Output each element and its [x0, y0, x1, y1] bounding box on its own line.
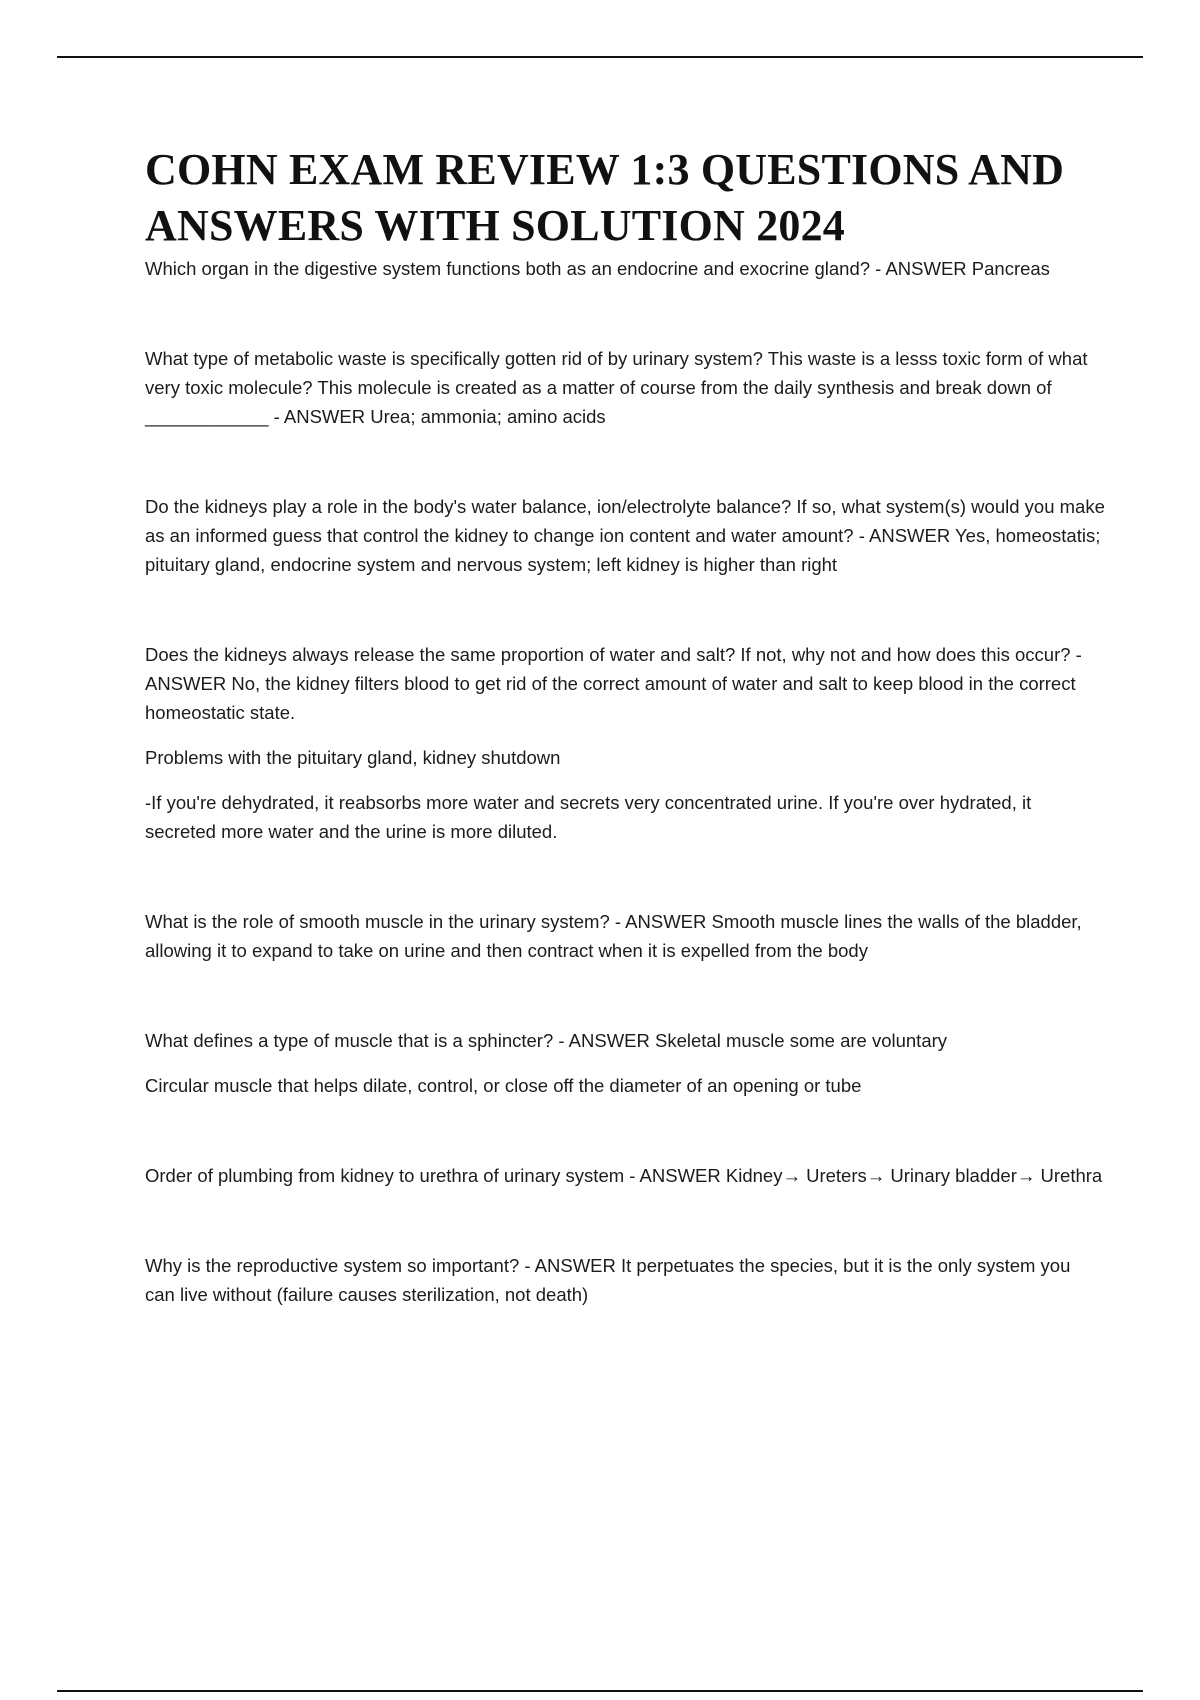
qa-item	[145, 492, 1105, 579]
qa-item	[145, 344, 1105, 431]
qa-paragraph: Why is the reproductive system so important? - ANSWER It perpetuates the species, but it is the only system you can live without (failure causes sterilization, not death)	[145, 1255, 1071, 1305]
qa-paragraph: Does the kidneys always release the same proportion of water and salt? If not, why not and how does this occur? - ANSWER No, the kidney filters blood to get rid of the correct amount of water and salt to keep blood in the correct homeostatic state.	[145, 644, 1082, 723]
qa-paragraph: Problems with the pituitary gland, kidney shutdown	[145, 747, 561, 768]
qa-item	[145, 907, 1105, 965]
document-body	[145, 142, 1105, 1309]
top-rule	[57, 56, 1143, 58]
qa-paragraph: What type of metabolic waste is specifically gotten rid of by urinary system? This waste is a lesss toxic form of what very toxic molecule? This molecule is created as a matter of course from the daily synthesis and break down of ____________ - ANSWER Urea; ammonia; amino acids	[145, 348, 1088, 427]
qa-item	[145, 1251, 1105, 1309]
qa-paragraph: What is the role of smooth muscle in the urinary system? - ANSWER Smooth muscle lines the walls of the bladder, allowing it to expand to take on urine and then contract when it is expelled from the body	[145, 911, 1082, 961]
qa-paragraph: -If you're dehydrated, it reabsorbs more water and secrets very concentrated urine. If you're over hydrated, it secreted more water and the urine is more diluted.	[145, 792, 1032, 842]
qa-paragraph: Which organ in the digestive system functions both as an endocrine and exocrine gland? - ANSWER Pancreas	[145, 258, 1050, 279]
qa-paragraph: What defines a type of muscle that is a sphincter? - ANSWER Skeletal muscle some are voluntary	[145, 1030, 948, 1051]
qa-paragraph: Circular muscle that helps dilate, control, or close off the diameter of an opening or tube	[145, 1075, 862, 1096]
qa-paragraph: Do the kidneys play a role in the body's water balance, ion/electrolyte balance? If so, what system(s) would you make as an informed guess that control the kidney to change ion content and water amount? - ANSWER Yes, homeostatis; pituitary gland, endocrine system and nervous system; left kidney is higher than right	[145, 496, 1105, 575]
document-title: COHN EXAM REVIEW 1:3 QUESTIONS AND ANSWERS WITH SOLUTION 2024	[145, 145, 1065, 250]
qa-paragraph: Order of plumbing from kidney to urethra of urinary system - ANSWER Kidney→ Ureters→ Urinary bladder→ Urethra	[145, 1165, 1103, 1186]
qa-item	[145, 1026, 1105, 1100]
bottom-rule	[57, 1690, 1143, 1692]
qa-item	[145, 640, 1105, 846]
qa-item	[145, 254, 1105, 283]
qa-list	[145, 254, 1105, 1309]
qa-item	[145, 1161, 1105, 1190]
